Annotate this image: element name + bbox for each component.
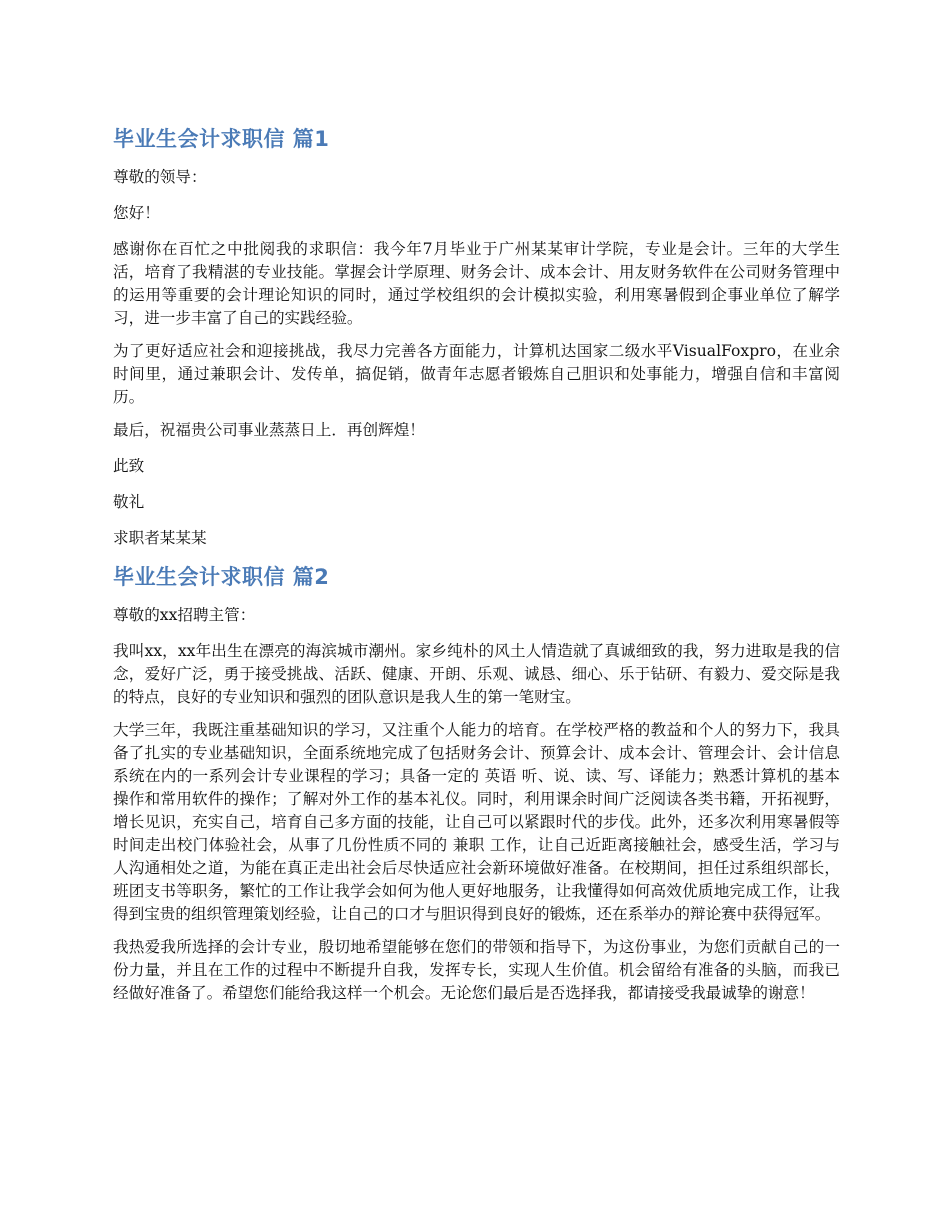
section1-closing-2: 敬礼 xyxy=(113,493,145,511)
section2-salutation: 尊敬的xx招聘主管： xyxy=(113,606,256,624)
section1-paragraph-2: 为了更好适应社会和迎接挑战，我尽力完善各方面能力，计算机达国家二级水平VisualFoxpro，在业余时间里，通过兼职会计、发传单，搞促销，做青年志愿者锻炼自己胆识和处事能力，增强自信和丰富阅历。 xyxy=(113,342,840,406)
section2-paragraph-3: 我热爱我所选择的会计专业，殷切地希望能够在您们的带领和指导下，为这份事业，为您们贡献自己的一份力量，并且在工作的过程中不断提升自我，发挥专长，实现人生价值。机会留给有准备的头脑，而我已经做好准备了。希望您们能给我这样一个机会。无论您们最后是否选择我，都请接受我最诚挚的谢意！ xyxy=(113,938,840,1002)
section2-heading: 毕业生会计求职信 篇2 xyxy=(113,565,330,589)
section2-paragraph-2: 大学三年，我既注重基础知识的学习，又注重个人能力的培育。在学校严格的教益和个人的努力下，我具备了扎实的专业基础知识，全面系统地完成了包括财务会计、预算会计、成本会计、管理会计、会计信息系统在内的一系列会计专业课程的学习；具备一定的 英语 听、说、读、写、译能力；熟悉计算机的基本操作和常用软件的操作；了解对外工作的基本礼仪。同时，利用课余时间广泛阅读各类书籍，开拓视野，增长见识，充实自己，培育自己多方面的技能，让自己可以紧跟时代的步伐。此外，还多次利用寒暑假等时间走出校门体验社会，从事了几份性质不同的 兼职 工作，让自己近距离接触社会，感受生活，学习与人沟通相处之道，为能在真正走出社会后尽快适应社会新环境做好准备。在校期间，担任过系组织部长，班团支书等职务，繁忙的工作让我学会如何为他人更好地服务，让我懂得如何高效优质地完成工作，让我得到宝贵的组织管理策划经验，让自己的口才与胆识得到良好的锻炼，还在系举办的辩论赛中获得冠军。 xyxy=(113,721,840,923)
section1-signature: 求职者某某某 xyxy=(113,529,207,547)
section1-paragraph-1: 感谢你在百忙之中批阅我的求职信：我今年7月毕业于广州某某审计学院，专业是会计。三年的大学生活，培育了我精湛的专业技能。掌握会计学原理、财务会计、成本会计、用友财务软件在公司财务管理中的运用等重要的会计理论知识的同时，通过学校组织的会计模拟实验，利用寒暑假到企事业单位了解学习，进一步丰富了自己的实践经验。 xyxy=(113,240,840,327)
section1-paragraph-3: 最后，祝福贵公司事业蒸蒸日上．再创辉煌！ xyxy=(113,421,425,439)
section1-salutation: 尊敬的领导： xyxy=(113,168,207,186)
section1-greeting: 您好！ xyxy=(113,204,160,222)
document-page xyxy=(113,125,840,1015)
section1-heading: 毕业生会计求职信 篇1 xyxy=(113,127,330,151)
section1-closing-1: 此致 xyxy=(113,457,145,475)
section2-paragraph-1: 我叫xx，xx年出生在漂亮的海滨城市潮州。家乡纯朴的风土人情造就了真诚细致的我，努力进取是我的信念，爱好广泛，勇于接受挑战、活跃、健康、开朗、乐观、诚恳、细心、乐于钻研、有毅力、爱交际是我的特点，良好的专业知识和强烈的团队意识是我人生的第一笔财宝。 xyxy=(113,642,840,706)
